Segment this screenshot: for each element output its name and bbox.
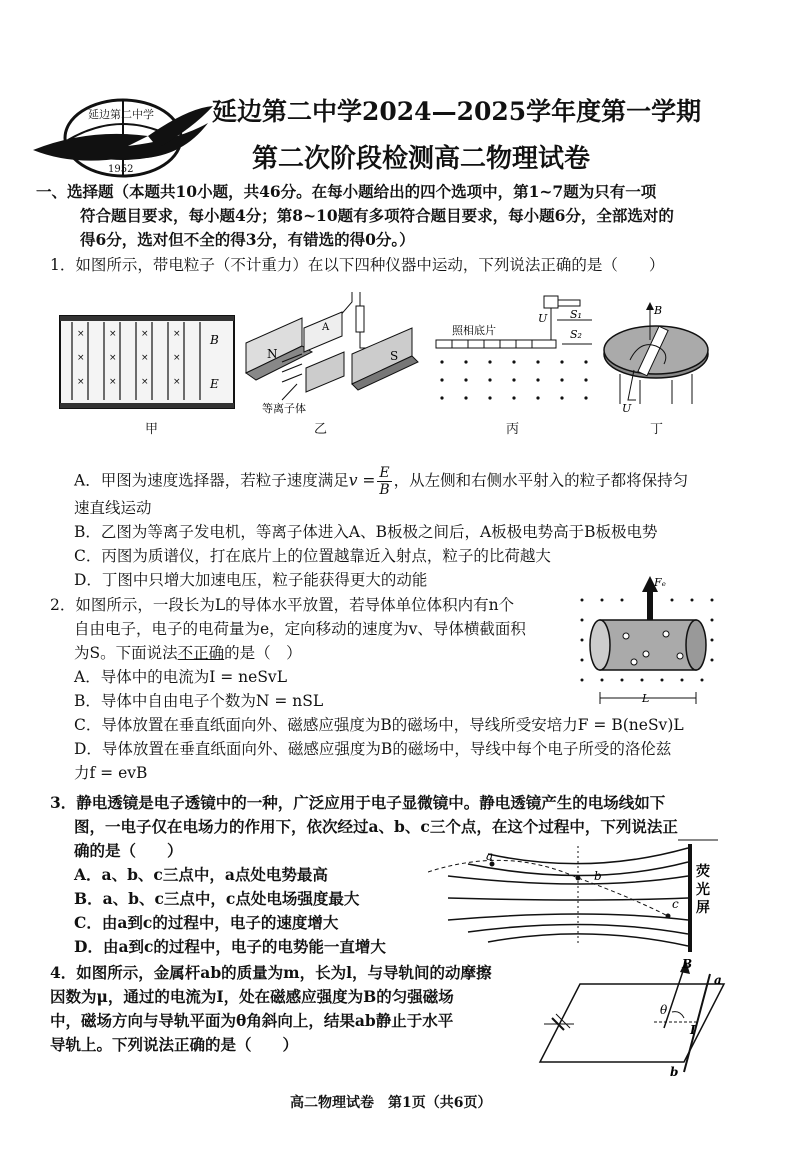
q1-option-a-post: ，从左侧和右侧水平射入的粒子都将保持匀 xyxy=(393,471,689,490)
q2-line2: 自由电子，电子的电荷量为e，定向移动的速度为v、导体横截面积 xyxy=(74,620,526,638)
svg-text:×: × xyxy=(77,377,85,387)
q1-fig-label-jia: 甲 xyxy=(145,422,159,437)
section-heading-line3: 得6分，选对但不全的得3分，有错选的得0分。） xyxy=(80,230,415,249)
q4-fig-label-current: I xyxy=(690,1023,696,1037)
page-footer: 高二物理试卷 第1页（共6页） xyxy=(290,1095,492,1111)
q4-fig-label-theta: θ xyxy=(660,1003,668,1017)
q1-fig-label-ding: 丁 xyxy=(650,422,664,437)
q2-line3-pre: 为S。下面说法 xyxy=(74,644,178,662)
fig-jia-label-e: E xyxy=(210,377,219,391)
svg-text:×: × xyxy=(141,377,149,387)
svg-text:×: × xyxy=(173,353,181,363)
q1-option-a-num: E xyxy=(379,465,390,481)
fig-yi-label-n: N xyxy=(267,347,278,361)
q1-option-b: B．乙图为等离子发电机，等离子体进入A、B板极之间后，A板极电势高于B板极电势 xyxy=(74,523,658,541)
q1-fig-label-bing: 丙 xyxy=(506,422,520,437)
q2-line3-post: 的是（ ） xyxy=(224,644,302,662)
q2-line3-underlined: 不正确 xyxy=(177,644,225,662)
fig-bing-film: 照相底片 xyxy=(452,324,496,337)
q3-option-a: A．a、b、c三点中，a点处电势最高 xyxy=(74,865,328,884)
school-logo xyxy=(28,88,218,188)
q2-fig-length-label: L xyxy=(642,692,650,705)
q3-line3: 确的是（ ） xyxy=(74,841,183,860)
q1-option-a-v: v = xyxy=(348,471,376,490)
q1-stem: 1．如图所示，带电粒子（不计重力）在以下四种仪器中运动，下列说法正确的是（ ） xyxy=(50,256,665,274)
fig-bing-label-s1: S₁ xyxy=(570,308,582,321)
fig-bing-label-u: U xyxy=(538,312,548,325)
q3-line1: 3．静电透镜是电子透镜中的一种，广泛应用于电子显微镜中。静电透镜产生的电场线如下 xyxy=(50,793,666,812)
q1-option-a-fraction xyxy=(377,465,391,498)
q1-fig-label-yi: 乙 xyxy=(314,422,328,437)
q2-line1: 2．如图所示，一段长为L的导体水平放置，若导体单位体积内有n个 xyxy=(50,596,515,614)
q1-fig-jia xyxy=(58,312,238,412)
q3-option-c: C．由a到c的过程中，电子的速度增大 xyxy=(74,913,339,932)
q2-fig-conductor xyxy=(576,574,726,714)
q3-fig-screen-1: 荧 xyxy=(696,864,710,880)
q2-option-c: C．导体放置在垂直纸面向外、磁感应强度为B的磁场中，导线所受安培力F = B(neSv)L xyxy=(74,716,684,734)
q3-fig-point-c: c xyxy=(672,897,679,911)
q2-fig-force-label: Fₑ xyxy=(654,576,666,589)
q3-fig-point-a: a xyxy=(486,849,494,863)
exam-title-line2: 第二次阶段检测高二物理试卷 xyxy=(252,144,591,174)
svg-text:×: × xyxy=(109,353,117,363)
q3-line2: 图，一电子仅在电场力的作用下，依次经过a、b、c三个点，在这个过程中，下列说法正 xyxy=(74,817,678,836)
fig-bing-label-s2: S₂ xyxy=(570,328,582,341)
q1-option-a-den: B xyxy=(379,482,390,498)
q4-fig-label-b-field: B xyxy=(682,957,693,971)
q2-option-a: A．导体中的电流为I = neSvL xyxy=(74,668,287,686)
svg-text:×: × xyxy=(141,353,149,363)
q4-fig-rail xyxy=(534,956,734,1080)
q1-option-d: D．丁图中只增大加速电压，粒子能获得更大的动能 xyxy=(74,571,428,589)
fig-yi-label-s: S xyxy=(390,349,399,363)
svg-text:×: × xyxy=(173,377,181,387)
q3-option-d: D．由a到c的过程中，电子的电势能一直增大 xyxy=(74,937,386,956)
fig-yi-plasma: 等离子体 xyxy=(262,402,306,415)
q3-fig-screen-2: 光 xyxy=(696,882,710,898)
q4-line4: 导轨上。下列说法正确的是（ ） xyxy=(50,1035,299,1054)
svg-text:×: × xyxy=(77,329,85,339)
q1-fig-bing xyxy=(432,292,600,412)
section-heading-line1: 一、选择题（本题共10小题，共46分。在每小题给出的四个选项中，第1~7题为只有一项 xyxy=(36,182,657,201)
svg-text:×: × xyxy=(77,353,85,363)
q1-option-c: C．丙图为质谱仪，打在底片上的位置越靠近入射点，粒子的比荷越大 xyxy=(74,547,551,565)
fig-ding-label-u: U xyxy=(622,402,632,415)
q1-fig-ding xyxy=(600,300,712,416)
logo-text-bottom: 1952 xyxy=(108,164,134,175)
q2-option-b: B．导体中自由电子个数为N = nSL xyxy=(74,692,324,710)
fig-ding-label-b: B xyxy=(654,304,663,317)
q4-line3: 中，磁场方向与导轨平面为θ角斜向上，结果ab静止于水平 xyxy=(50,1011,454,1030)
q4-line2: 因数为μ，通过的电流为I，处在磁感应强度为B的匀强磁场 xyxy=(50,987,454,1006)
q4-line1: 4．如图所示，金属杆ab的质量为m，长为l，与导轨间的动摩擦 xyxy=(50,963,492,982)
fig-yi-label-a: A xyxy=(322,322,330,333)
q1-option-a xyxy=(74,465,688,498)
q2-option-d-cont: 力f = evB xyxy=(74,764,148,782)
exam-title-line1: 延边第二中学2024—2025学年度第一学期 xyxy=(212,97,702,126)
q3-option-b: B．a、b、c三点中，c点处电场强度最大 xyxy=(74,889,360,908)
svg-text:×: × xyxy=(173,329,181,339)
section-heading-line2: 符合题目要求，每小题4分；第8~10题有多项符合题目要求，每小题6分，全部选对的 xyxy=(80,206,674,225)
q2-option-d: D．导体放置在垂直纸面向外、磁感应强度为B的磁场中，导线中每个电子所受的洛伦兹 xyxy=(74,740,672,758)
svg-text:×: × xyxy=(141,329,149,339)
q1-fig-yi xyxy=(242,288,420,418)
q1-option-a-pre: A．甲图为速度选择器，若粒子速度满足 xyxy=(74,471,349,490)
q2-line3 xyxy=(74,642,302,664)
q3-fig-point-b: b xyxy=(594,869,602,883)
q3-fig-screen-3: 屏 xyxy=(696,900,710,916)
q1-option-a-cont: 速直线运动 xyxy=(74,499,152,517)
q4-fig-label-b: b xyxy=(670,1065,679,1079)
q3-fig-field-lines xyxy=(428,836,728,960)
svg-text:×: × xyxy=(109,329,117,339)
q4-fig-label-a: a xyxy=(714,973,722,987)
svg-text:×: × xyxy=(109,377,117,387)
logo-text-top: 延边第二中学 xyxy=(88,108,154,121)
fig-jia-label-b: B xyxy=(210,333,219,347)
